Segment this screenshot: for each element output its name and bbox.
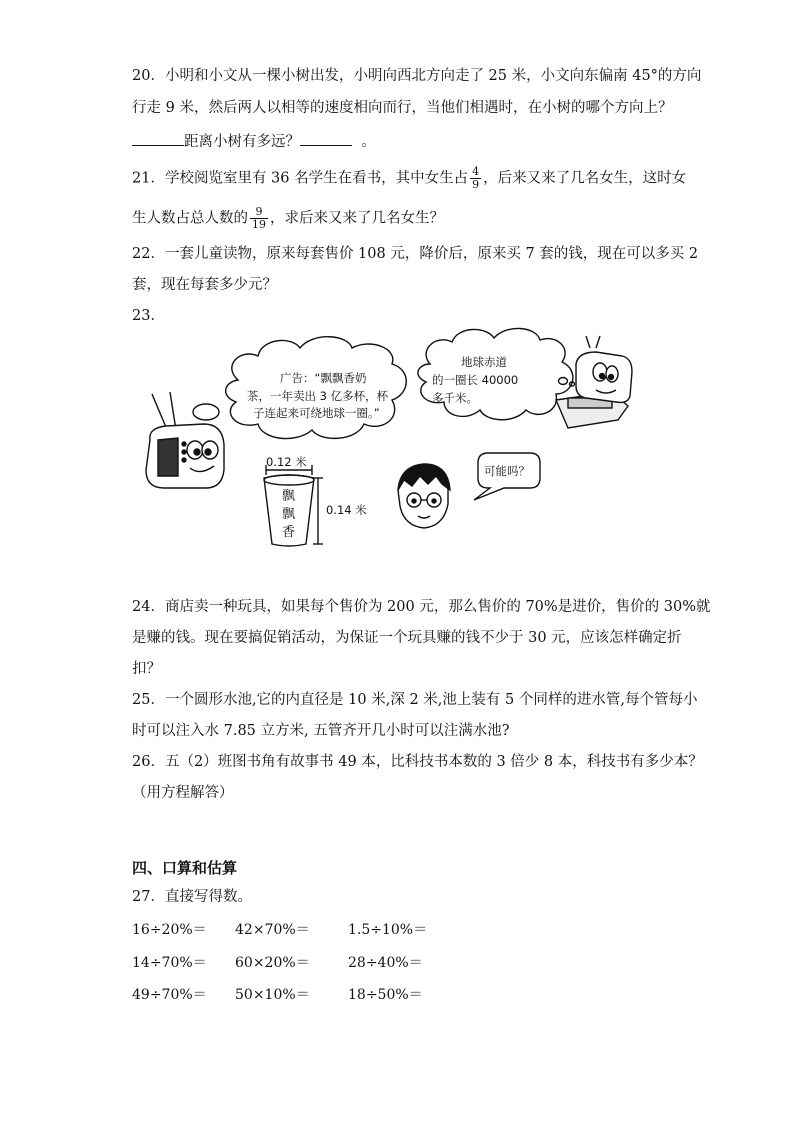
cup-top-diameter-label: 0.12 米 — [266, 455, 307, 469]
calc-item: 1.5÷10%＝ — [348, 922, 428, 938]
q20-line3-mid: 距离小树有多远？ — [184, 134, 300, 150]
bubble-tail-dot-large — [559, 378, 568, 385]
boy-character-icon — [398, 464, 450, 528]
cup-brand-char-2: 飘 — [282, 507, 296, 522]
earth-bubble-line1: 地球赤道 — [461, 355, 507, 369]
q25-line2: 时可以注入水 7.85 立方米, 五管齐开几小时可以注满水池? — [132, 723, 510, 739]
earth-bubble-line2: 的一圈长 40000 — [432, 373, 519, 387]
cup-brand-char-3: 香 — [282, 525, 296, 540]
calc-item: 18÷50%＝ — [348, 987, 423, 1003]
ad-bubble-line2: 茶，一年卖出 3 亿多杯，杯 — [247, 389, 389, 403]
ad-speech-bubble — [226, 337, 407, 439]
tv-character-icon — [146, 392, 224, 488]
q21-line1-a: 21．学校阅览室里有 36 名学生在看书，其中女生占 — [132, 170, 469, 187]
q27-title: 27．直接写得数。 — [132, 889, 252, 905]
ad-bubble-line3: 子连起来可绕地球一圈。” — [253, 406, 380, 420]
calc-item: 14÷70%＝ — [132, 955, 207, 971]
q21-line2-a: 生人数占总人数的 — [132, 210, 248, 227]
q25-line1: 25．一个圆形水池,它的内直径是 10 米,深 2 米,池上装有 5 个同样的进水管,每个管每小 — [132, 692, 698, 708]
fraction-four-ninths: $\frac{4}{9}$ — [472, 165, 480, 191]
calc-item: 60×20%＝ — [235, 955, 310, 971]
fraction-nine-nineteenths: $\frac{9}{19}$ — [252, 205, 266, 231]
calc-item: 16÷20%＝ — [132, 922, 207, 938]
q24-line2: 是赚的钱。现在要搞促销活动，为保证一个玩具赚的钱不少于 30 元，应该怎样确定折 — [132, 630, 682, 646]
q22-line2: 套，现在每套多少元？ — [132, 277, 277, 293]
bubble-tail-oval — [193, 404, 219, 420]
earth-bubble-line3: 多千米。 — [432, 391, 478, 405]
calc-item: 49÷70%＝ — [132, 987, 207, 1003]
q22-line1: 22．一套儿童读物，原来每套售价 108 元，降价后，原来买 7 套的钱，现在可以多买 2 — [132, 246, 699, 262]
q21-line1-b: ，后来又来了几名女生，这时女 — [483, 170, 687, 187]
cup-height-label: 0.14 米 — [326, 503, 367, 517]
cup-brand-char-1: 飘 — [282, 489, 296, 504]
calc-item: 28÷40%＝ — [348, 955, 423, 971]
q26-line2: （用方程解答） — [132, 785, 234, 801]
ad-bubble-line1: 广告：“飘飘香奶 — [280, 371, 367, 385]
calc-item: 50×10%＝ — [235, 987, 310, 1003]
q26-line1: 26．五（2）班图书角有故事书 49 本，比科技书本数的 3 倍少 8 本，科技书有多少本？ — [132, 754, 703, 770]
calc-item: 42×70%＝ — [235, 922, 310, 938]
boy-bubble-text: 可能吗？ — [484, 464, 530, 478]
q20-line1: 20．小明和小文从一棵小树出发，小明向西北方向走了 25 米，小文向东偏南 45°的方向 — [132, 68, 702, 84]
q20-line2: 行走 9 米，然后两人以相等的速度相向而行，当他们相遇时，在小树的哪个方向上？ — [132, 100, 673, 116]
section-heading: 四、口算和估算 — [132, 859, 238, 877]
q24-line3: 扣？ — [132, 661, 161, 677]
q24-line1: 24．商店卖一种玩具，如果每个售价为 200 元，那么售价的 70%是进价，售价的 30%就 — [132, 599, 711, 615]
q23-number: 23． — [132, 308, 165, 324]
q21-line2-b: ，求后来又来了几名女生？ — [270, 210, 444, 227]
q20-line3-end: 。 — [361, 134, 376, 150]
